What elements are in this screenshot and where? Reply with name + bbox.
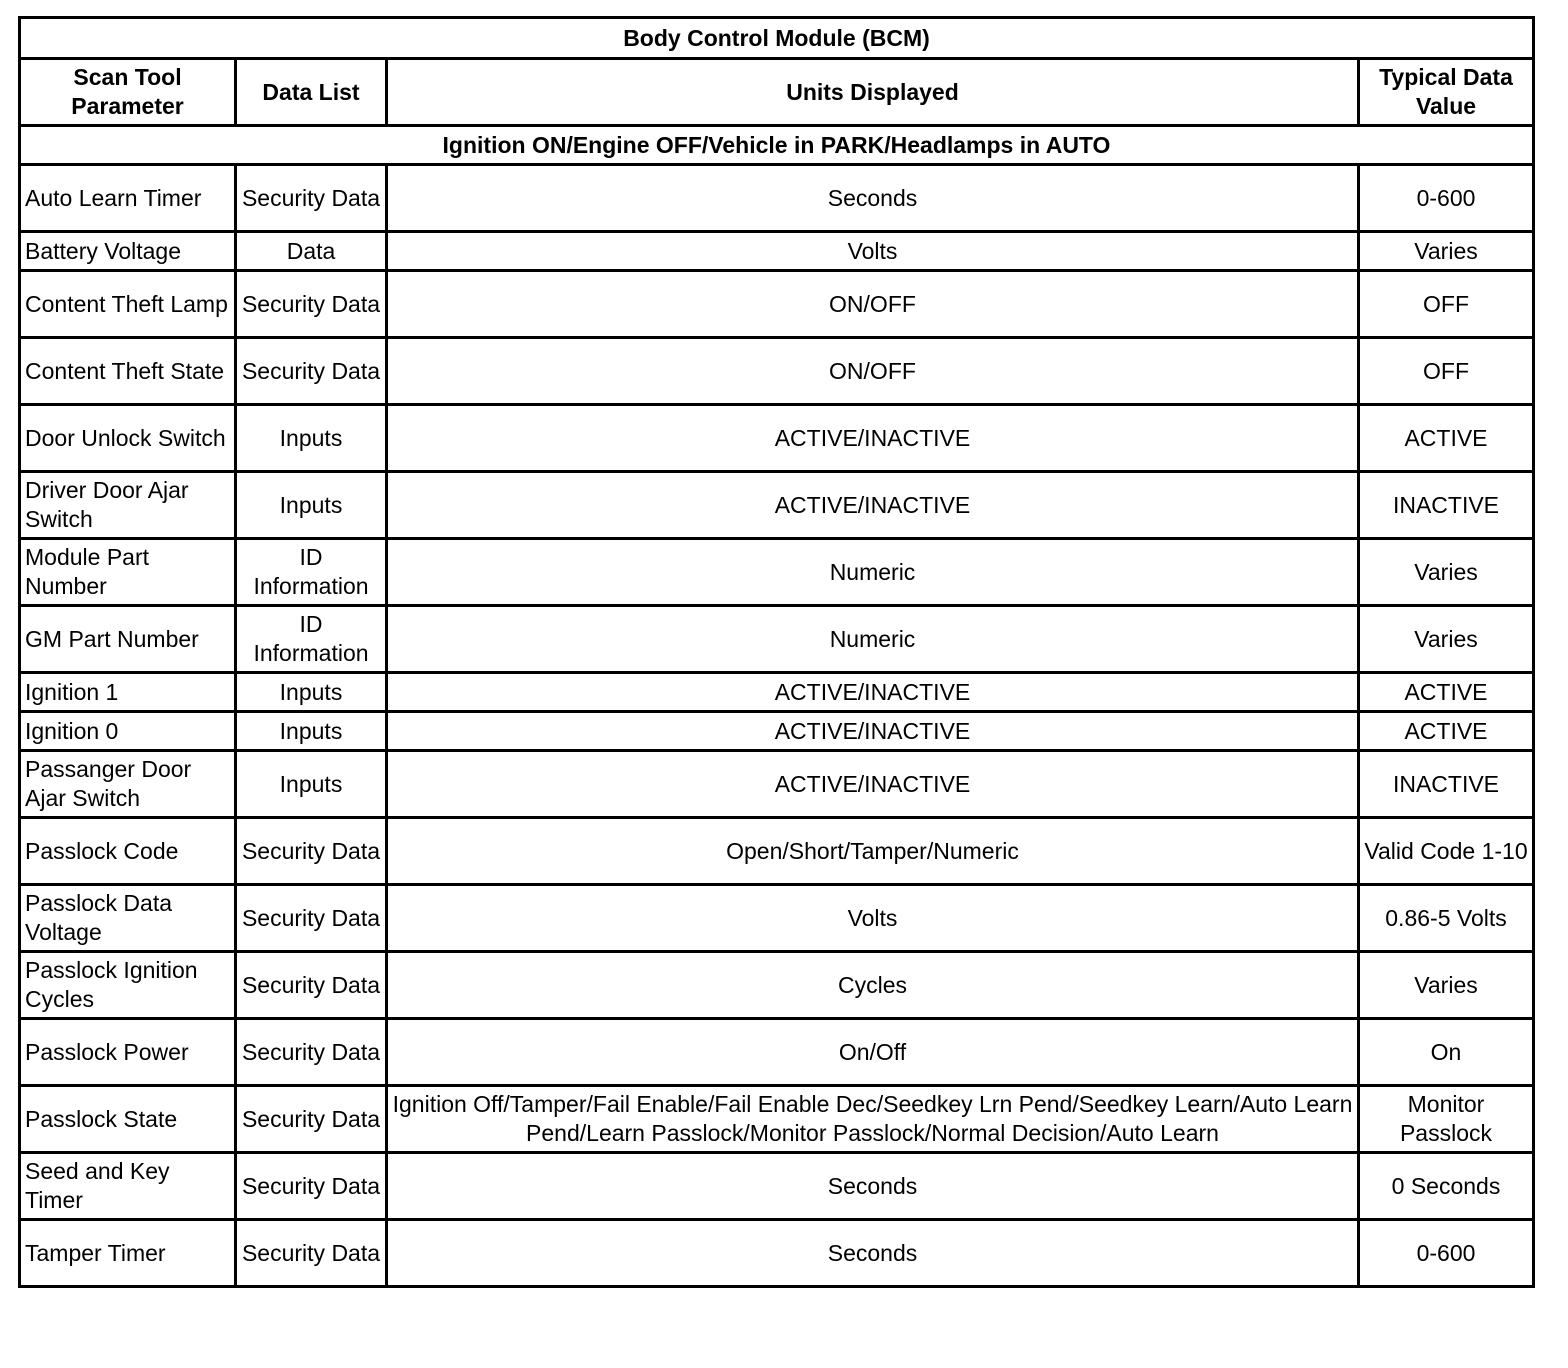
- units-cell: Ignition Off/Tamper/Fail Enable/Fail Enable Dec/Seedkey Lrn Pend/Seedkey Learn/Auto Learn Pend/Learn Passlock/Monitor Passlock/Normal Decision/Auto Learn: [387, 1086, 1359, 1153]
- value-cell: 0-600: [1359, 1220, 1534, 1287]
- value-cell: Varies: [1359, 606, 1534, 673]
- units-cell: Seconds: [387, 165, 1359, 232]
- value-cell: On: [1359, 1019, 1534, 1086]
- param-cell: Content Theft State: [20, 338, 236, 405]
- param-cell: Ignition 1: [20, 673, 236, 712]
- units-cell: Numeric: [387, 539, 1359, 606]
- param-cell: Passlock State: [20, 1086, 236, 1153]
- data-list-cell: Security Data: [236, 338, 387, 405]
- value-cell: 0.86-5 Volts: [1359, 885, 1534, 952]
- param-cell: Passlock Data Voltage: [20, 885, 236, 952]
- value-cell: Varies: [1359, 539, 1534, 606]
- table-row: [20, 751, 1534, 818]
- units-cell: Numeric: [387, 606, 1359, 673]
- table-title: Body Control Module (BCM): [20, 18, 1534, 59]
- units-cell: ACTIVE/INACTIVE: [387, 751, 1359, 818]
- param-cell: Auto Learn Timer: [20, 165, 236, 232]
- bcm-data-table: [18, 16, 1535, 1288]
- units-cell: On/Off: [387, 1019, 1359, 1086]
- units-cell: ACTIVE/INACTIVE: [387, 712, 1359, 751]
- value-cell: 0-600: [1359, 165, 1534, 232]
- table-row: [20, 712, 1534, 751]
- data-list-cell: Security Data: [236, 1019, 387, 1086]
- table-row: [20, 539, 1534, 606]
- param-cell: Passlock Power: [20, 1019, 236, 1086]
- data-list-cell: Data: [236, 232, 387, 271]
- data-list-cell: ID Information: [236, 539, 387, 606]
- param-cell: Module Part Number: [20, 539, 236, 606]
- units-cell: ACTIVE/INACTIVE: [387, 405, 1359, 472]
- param-cell: GM Part Number: [20, 606, 236, 673]
- table-row: [20, 1153, 1534, 1220]
- units-cell: Cycles: [387, 952, 1359, 1019]
- param-cell: Seed and Key Timer: [20, 1153, 236, 1220]
- test-condition: Ignition ON/Engine OFF/Vehicle in PARK/Headlamps in AUTO: [20, 126, 1534, 165]
- data-list-cell: Security Data: [236, 1086, 387, 1153]
- table-row: [20, 271, 1534, 338]
- data-list-cell: Security Data: [236, 271, 387, 338]
- data-list-cell: Security Data: [236, 165, 387, 232]
- units-cell: ON/OFF: [387, 271, 1359, 338]
- param-cell: Passlock Code: [20, 818, 236, 885]
- table-title-row: [20, 18, 1534, 59]
- value-cell: Monitor Passlock: [1359, 1086, 1534, 1153]
- value-cell: OFF: [1359, 271, 1534, 338]
- table-row: [20, 1220, 1534, 1287]
- units-cell: ACTIVE/INACTIVE: [387, 472, 1359, 539]
- param-cell: Tamper Timer: [20, 1220, 236, 1287]
- value-cell: 0 Seconds: [1359, 1153, 1534, 1220]
- param-cell: Passlock Ignition Cycles: [20, 952, 236, 1019]
- param-cell: Content Theft Lamp: [20, 271, 236, 338]
- table-row: [20, 472, 1534, 539]
- units-cell: Seconds: [387, 1153, 1359, 1220]
- units-cell: Seconds: [387, 1220, 1359, 1287]
- units-cell: Open/Short/Tamper/Numeric: [387, 818, 1359, 885]
- header-units-displayed: Units Displayed: [387, 59, 1359, 126]
- table-row: [20, 606, 1534, 673]
- value-cell: ACTIVE: [1359, 405, 1534, 472]
- column-header-row: [20, 59, 1534, 126]
- value-cell: Varies: [1359, 232, 1534, 271]
- table-row: [20, 165, 1534, 232]
- header-data-list: Data List: [236, 59, 387, 126]
- table-row: [20, 338, 1534, 405]
- data-list-cell: Security Data: [236, 818, 387, 885]
- table-row: [20, 885, 1534, 952]
- table-row: [20, 1086, 1534, 1153]
- data-list-cell: Inputs: [236, 751, 387, 818]
- data-list-cell: Security Data: [236, 952, 387, 1019]
- data-list-cell: Security Data: [236, 1153, 387, 1220]
- data-list-cell: Inputs: [236, 405, 387, 472]
- value-cell: INACTIVE: [1359, 472, 1534, 539]
- data-list-cell: Inputs: [236, 712, 387, 751]
- header-scan-tool-parameter: Scan Tool Parameter: [20, 59, 236, 126]
- value-cell: ACTIVE: [1359, 712, 1534, 751]
- data-list-cell: Inputs: [236, 472, 387, 539]
- units-cell: Volts: [387, 232, 1359, 271]
- table-row: [20, 673, 1534, 712]
- data-list-cell: Inputs: [236, 673, 387, 712]
- value-cell: Valid Code 1-10: [1359, 818, 1534, 885]
- param-cell: Battery Voltage: [20, 232, 236, 271]
- value-cell: INACTIVE: [1359, 751, 1534, 818]
- param-cell: Ignition 0: [20, 712, 236, 751]
- header-typical-data-value: Typical Data Value: [1359, 59, 1534, 126]
- condition-row: [20, 126, 1534, 165]
- table-row: [20, 405, 1534, 472]
- data-list-cell: ID Information: [236, 606, 387, 673]
- param-cell: Driver Door Ajar Switch: [20, 472, 236, 539]
- table-row: [20, 1019, 1534, 1086]
- table-row: [20, 952, 1534, 1019]
- table-row: [20, 818, 1534, 885]
- data-list-cell: Security Data: [236, 1220, 387, 1287]
- units-cell: Volts: [387, 885, 1359, 952]
- param-cell: Passanger Door Ajar Switch: [20, 751, 236, 818]
- data-list-cell: Security Data: [236, 885, 387, 952]
- units-cell: ACTIVE/INACTIVE: [387, 673, 1359, 712]
- value-cell: ACTIVE: [1359, 673, 1534, 712]
- units-cell: ON/OFF: [387, 338, 1359, 405]
- table-row: [20, 232, 1534, 271]
- value-cell: OFF: [1359, 338, 1534, 405]
- value-cell: Varies: [1359, 952, 1534, 1019]
- param-cell: Door Unlock Switch: [20, 405, 236, 472]
